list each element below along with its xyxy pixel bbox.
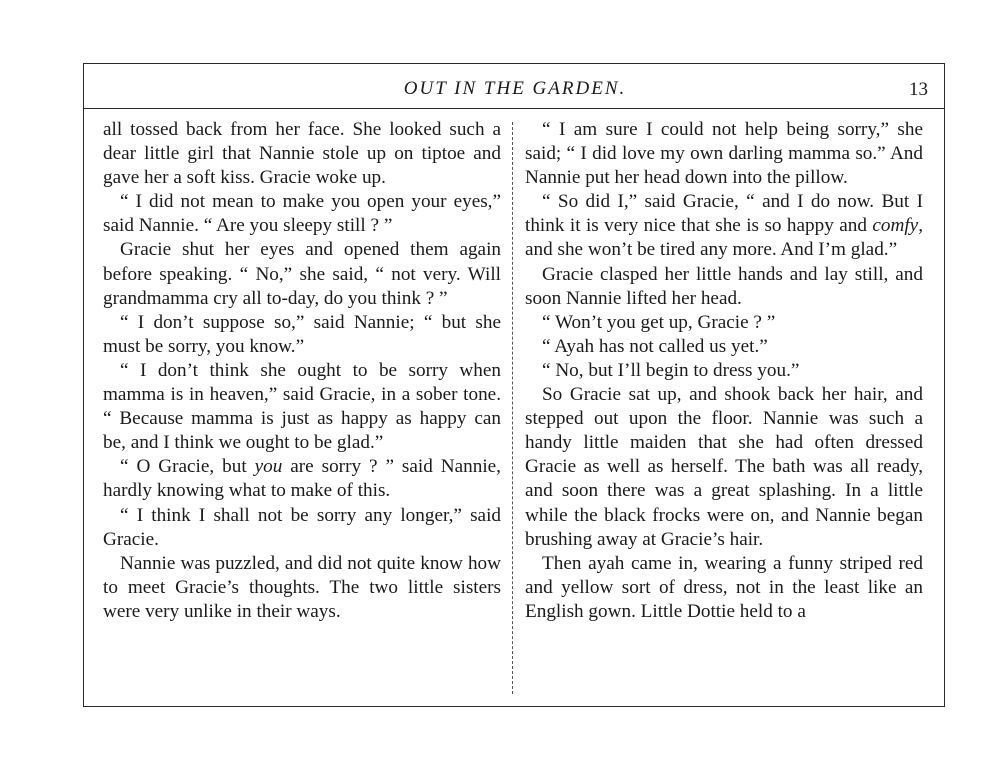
emphasis: comfy xyxy=(872,215,919,237)
paragraph: “ No, but I’ll begin to dress you.” xyxy=(542,359,800,381)
paragraph: Then ayah came in, wearing a funny striped red and yellow sort of dress, not in the least like an English gown. Little Dottie held to a xyxy=(525,552,923,622)
paragraph: “ I am sure I could not help being sorry,” she said; “ I did love my own darling mamma so.” And Nannie put her head down into the pillow. xyxy=(525,119,923,189)
paragraph: Gracie clasped her little hands and lay still, and soon Nannie lifted her head. xyxy=(525,263,923,309)
paragraph: Nannie was puzzled, and did not quite know how to meet Gracie’s thoughts. The two little sisters were very unlike in their ways. xyxy=(103,552,501,622)
paragraph xyxy=(103,455,501,503)
right-column xyxy=(525,118,923,624)
text-run: are sorry ? ” said Nannie, hardly knowing what to make of this. xyxy=(103,456,501,502)
header-rule xyxy=(84,108,944,109)
left-column xyxy=(103,118,501,624)
column-divider xyxy=(512,122,513,694)
text-run: , and she won’t be tired any more. And I’m glad.” xyxy=(525,215,923,261)
paragraph: “ I think I shall not be sorry any longer,” said Gracie. xyxy=(103,504,501,550)
paragraph: “ Ayah has not called us yet.” xyxy=(542,335,768,357)
paragraph: “ Won’t you get up, Gracie ? ” xyxy=(542,311,776,333)
paragraph: So Gracie sat up, and shook back her hair, and stepped out upon the floor. Nannie was such a handy little maiden that she had often dressed Gracie as well as herself. The bath was all ready, and soon there was a great splashing. In a little while the black frocks were on, and Nannie began brushing away at Gracie’s hair. xyxy=(525,384,923,550)
paragraph: “ I did not mean to make you open your eyes,” said Nannie. “ Are you sleepy still ? ” xyxy=(103,191,501,237)
paragraph: “ I don’t think she ought to be sorry when mamma is in heaven,” said Gracie, in a sober tone. “ Because mamma is just as happy as happy can be, and I think we ought to be glad.” xyxy=(103,359,501,454)
paragraph: Gracie shut her eyes and opened them again before speaking. “ No,” she said, “ not very. Will grandmamma cry all to-day, do you think ? ” xyxy=(103,239,501,309)
paragraph: all tossed back from her face. She looked such a dear little girl that Nannie stole up on tiptoe and gave her a soft kiss. Gracie woke up. xyxy=(103,119,501,189)
running-head xyxy=(85,78,945,104)
paragraph xyxy=(525,190,923,262)
emphasis: you xyxy=(254,456,283,478)
page-number: 13 xyxy=(909,79,928,100)
text-run: “ O Gracie, but xyxy=(120,456,255,478)
paragraph: “ I don’t suppose so,” said Nannie; “ but she must be sorry, you know.” xyxy=(103,311,501,357)
text-run: and xyxy=(839,215,873,237)
running-title: OUT IN THE GARDEN. xyxy=(403,78,627,99)
text-run: “ So did I,” said Gracie, “ and I do now. But I think it is very nice that she is so happy xyxy=(525,191,923,237)
